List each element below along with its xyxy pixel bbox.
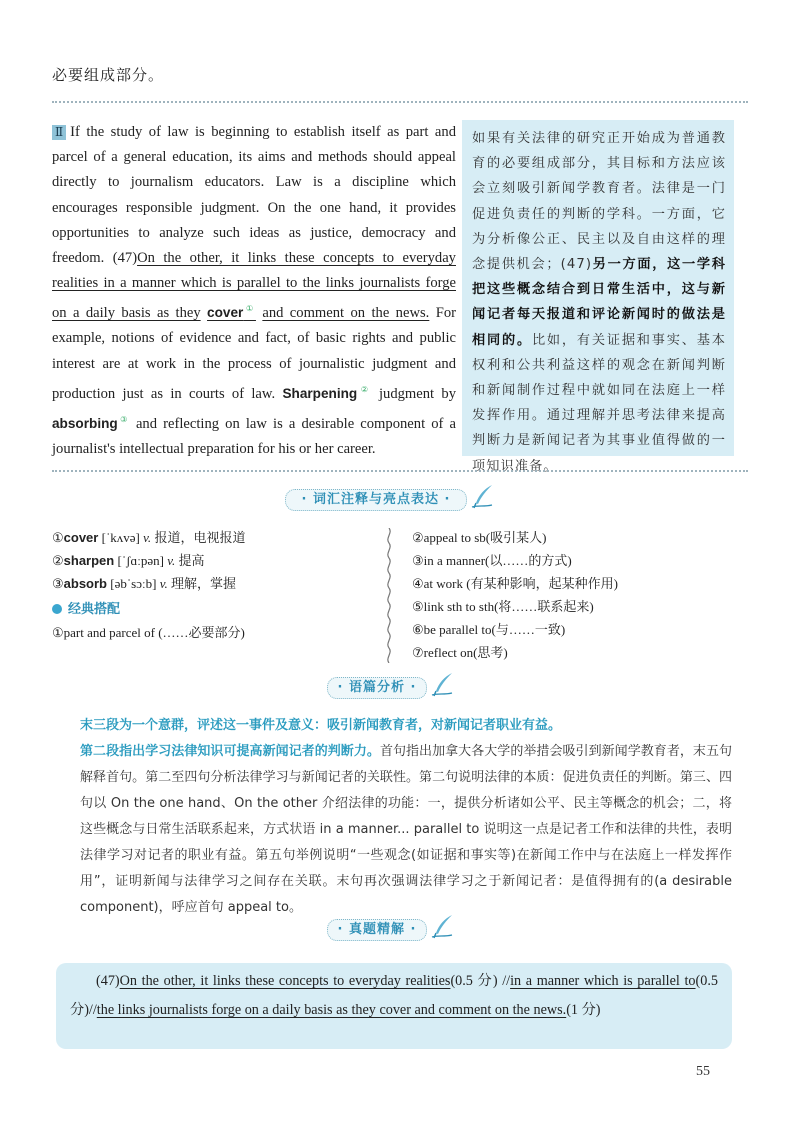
phrase-item: ③in a manner(以……的方式): [412, 553, 572, 568]
keyword-sharpening: Sharpening: [282, 385, 358, 401]
answer-score-1: (0.5 分) //: [450, 973, 511, 989]
analysis-point-body: 首句指出加拿大各大学的举措会吸引到新闻学教育者，末五句解释首句。第二至四句分析法律学习与新闻记者的关联性。第二句说明法律的本质：促进负责任的判断。第三、四句以 On the one hand、On the other 介绍法律的功能：一，提供分析诸如公平、民主等概念的机会；二，将这些概念与日常生活联系起来，方式状语 in a manner... parallel to 说明这一点是记者工作和法律的共性，表明法律学习对记者的职业有益。第五句举例说明“一些观念(如证据和事实等)在新闻工作中与在法庭上一样发挥作用”，证明新闻与法律学习之间存在关联。末句再次强调法律学习之于新闻记者：是值得拥有的(a desirable component)，呼应首句 appeal to。: [80, 744, 732, 915]
answer-segment-2: in a manner which is parallel to: [510, 973, 696, 989]
vocab-list-right: [412, 526, 732, 664]
quill-icon: [430, 671, 456, 697]
analysis-section-title: · 语篇分析 ·: [327, 677, 427, 699]
vocab-section-title: · 词汇注释与亮点表达 ·: [285, 489, 467, 511]
analysis-point-head: 第二段指出学习法律知识可提高新闻记者的判断力。: [80, 744, 380, 759]
divider-top: [52, 101, 748, 103]
vocab-list-left: [52, 526, 372, 644]
wavy-divider-icon: [383, 528, 395, 663]
divider-mid: [52, 470, 748, 472]
phrase-item: ②appeal to sb(吸引某人): [412, 530, 547, 545]
phrase-item: ④at work (有某种影响，起某种作用): [412, 576, 618, 591]
quill-icon: [430, 913, 456, 939]
answer-score-3: (1 分): [566, 1002, 601, 1018]
note-ref-1: ①: [243, 304, 256, 314]
quill-icon: [470, 483, 496, 509]
vocab-item-sharpen: ②sharpen [ˈʃɑːpən] v. 提高: [52, 553, 205, 568]
underlined-sentence-end: and comment on the news.: [262, 305, 430, 322]
bullet-dot-icon: [52, 604, 62, 614]
passage-text-3: judgment by: [378, 385, 456, 402]
collocation-heading: 经典搭配: [52, 598, 372, 621]
answer-score-2: (0.5 分)//: [70, 973, 718, 1018]
answer-section-title: · 真题精解 ·: [327, 919, 427, 941]
analysis-summary: 末三段为一个意群，评述这一事件及意义：吸引新闻教育者，对新闻记者职业有益。: [80, 718, 562, 733]
answer-segment-3: the links journalists forge on a daily basis as they cover and comment on the news.: [96, 1002, 567, 1018]
english-passage: [52, 120, 456, 462]
underlined-sentence-47: On the other, it links these concepts to everyday realities in a manner which is parallel to the links journalists forge on a daily basis as they: [52, 250, 456, 322]
passage-text-1: If the study of law is beginning to establish itself as part and parcel of a general education, its aims and methods should appeal directly to journalism educators. Law is a discipline which encourages responsible judgment. On the one hand, it provides opportunities to analyze such ideas as justice, democracy and freedom. (47): [52, 124, 456, 267]
passage-text-4: and reflecting on law is a desirable component of a journalist's intellectual preparation for his or her career.: [52, 415, 456, 458]
translation-text-2: 比如，有关证据和事实、基本权利和公共利益这样的观念在新闻判断和新闻制作过程中就如同在法庭上一样发挥作用。通过理解并思考法律来提高判断力是新闻记者为其事业值得做的一项知识准备。: [472, 332, 726, 474]
vocab-item-absorb: ③absorb [əbˈsɔːb] v. 理解，掌握: [52, 576, 237, 591]
page-number: 55: [696, 1064, 710, 1079]
analysis-paragraph: [80, 739, 732, 921]
answer-segment-1: On the other, it links these concepts to everyday realities: [119, 973, 451, 989]
passage-text-2: For example, notions of evidence and fact, of basic rights and public interest are at work in the process of journalistic judgment and production just as in courts of law.: [52, 305, 456, 402]
keyword-cover: cover: [207, 305, 244, 321]
vocab-item-cover: ①cover [ˈkʌvə] v. 报道，电视报道: [52, 530, 246, 545]
phrase-item: ⑦reflect on(思考): [412, 645, 508, 660]
discourse-analysis: [80, 713, 732, 921]
answer-box: [56, 963, 732, 1049]
phrase-item: ⑥be parallel to(与……一致): [412, 622, 566, 637]
note-ref-3: ③: [117, 414, 130, 424]
collocation-item: ①part and parcel of (……必要部分): [52, 625, 245, 640]
translation-bold-47: 另一方面，这一学科把这些概念结合到日常生活中，这与新闻记者每天报道和评论新闻时的做法是相同的。: [472, 257, 726, 348]
note-ref-2: ②: [357, 384, 372, 394]
keyword-absorbing: absorbing: [52, 415, 118, 431]
chinese-translation: [462, 120, 734, 474]
phrase-item: ⑤link sth to sth(将……联系起来): [412, 599, 594, 614]
top-continuation-text: 必要组成部分。: [52, 68, 165, 84]
paragraph-marker: Ⅱ: [52, 125, 66, 140]
answer-number: (47): [96, 973, 120, 989]
translation-text-1: 如果有关法律的研究正开始成为普通教育的必要组成部分，其目标和方法应该会立刻吸引新闻学教育者。法律是一门促进负责任的判断的学科。一方面，它为分析像公正、民主以及自由这样的理念提供机会；(47): [472, 131, 726, 273]
